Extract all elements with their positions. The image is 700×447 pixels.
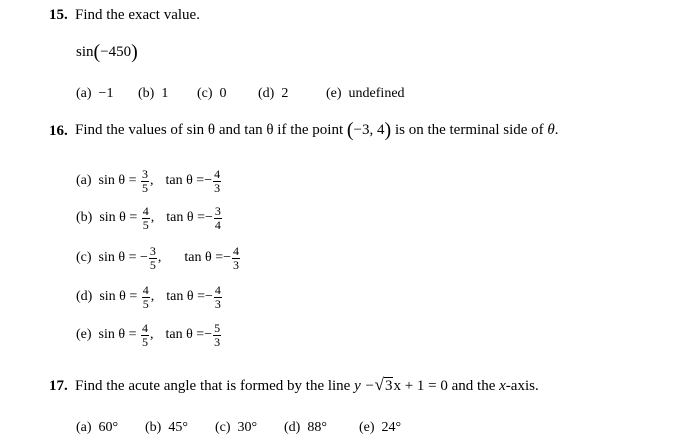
q15-choice-e[interactable]: (e) undefined — [326, 86, 405, 101]
tan-theta: tan θ — [244, 122, 274, 138]
q15-choice-c[interactable]: (c) 0 — [197, 86, 227, 101]
q16-choice-c[interactable]: (c) sin θ = − $\frac{3}{5}$ , tan θ = − $\frac{4}{3}$ — [76, 244, 240, 272]
question-15-expression: sin(−450) — [76, 41, 138, 63]
sin-argument: −450 — [100, 44, 132, 60]
line-equation-y: y − — [354, 378, 375, 394]
q15-choice-d[interactable]: (d) 2 — [258, 86, 289, 101]
tan-fraction: $\frac{4}{3}$ — [214, 283, 221, 311]
question-16-prompt: Find the values of sin θ and tan θ if the point (−3, 4) is on the terminal side of θ. — [75, 119, 559, 141]
q16-choice-d[interactable]: (d) sin θ = $\frac{4}{5}$ , tan θ = − $\frac{4}{3}$ — [76, 283, 221, 311]
q17-choice-a[interactable]: (a) 60° — [76, 420, 119, 435]
question-17-number: 17. — [49, 378, 68, 394]
sin-theta: sin θ — [186, 122, 216, 138]
question-15-number: 15. — [49, 7, 68, 23]
q17-choice-d[interactable]: (d) 88° — [284, 420, 327, 435]
q16-choice-e[interactable]: (e) sin θ = $\frac{4}{5}$ , tan θ = − $\frac{5}{3}$ — [76, 321, 221, 349]
q16-choice-b[interactable]: (b) sin θ = $\frac{4}{5}$ , tan θ = − $\frac{3}{4}$ — [76, 204, 221, 232]
q17-choice-c[interactable]: (c) 30° — [215, 420, 258, 435]
sin-fraction: $\frac{4}{5}$ — [142, 321, 148, 349]
sin-fraction: $\frac{4}{5}$ — [142, 283, 149, 311]
sin-function: sin — [76, 44, 94, 60]
q17-choice-e[interactable]: (e) 24° — [359, 420, 402, 435]
sqrt-three: √3 — [374, 375, 393, 394]
q17-choice-b[interactable]: (b) 45° — [145, 420, 188, 435]
question-15-prompt: Find the exact value. — [75, 7, 200, 23]
sin-fraction: $\frac{3}{5}$ — [142, 167, 148, 195]
q15-choice-a[interactable]: (a) −1 — [76, 86, 114, 101]
point-coordinates: −3, 4 — [353, 122, 385, 138]
sin-fraction: $\frac{4}{5}$ — [142, 204, 149, 232]
tan-fraction: $\frac{3}{4}$ — [214, 204, 221, 232]
question-16-number: 16. — [49, 123, 68, 139]
tan-fraction: $\frac{5}{3}$ — [214, 321, 221, 349]
q15-choice-b[interactable]: (b) 1 — [138, 86, 169, 101]
q16-choice-a[interactable]: (a) sin θ = $\frac{3}{5}$ , tan θ = − $\frac{4}{3}$ — [76, 167, 221, 195]
sin-fraction: $\frac{3}{5}$ — [149, 244, 156, 272]
question-17-prompt: Find the acute angle that is formed by the line y −√3x + 1 = 0 and the x-axis. — [75, 375, 539, 394]
tan-fraction: $\frac{4}{3}$ — [214, 167, 221, 195]
line-equation-rest: x + 1 = 0 — [393, 378, 448, 394]
tan-fraction: $\frac{4}{3}$ — [233, 244, 240, 272]
